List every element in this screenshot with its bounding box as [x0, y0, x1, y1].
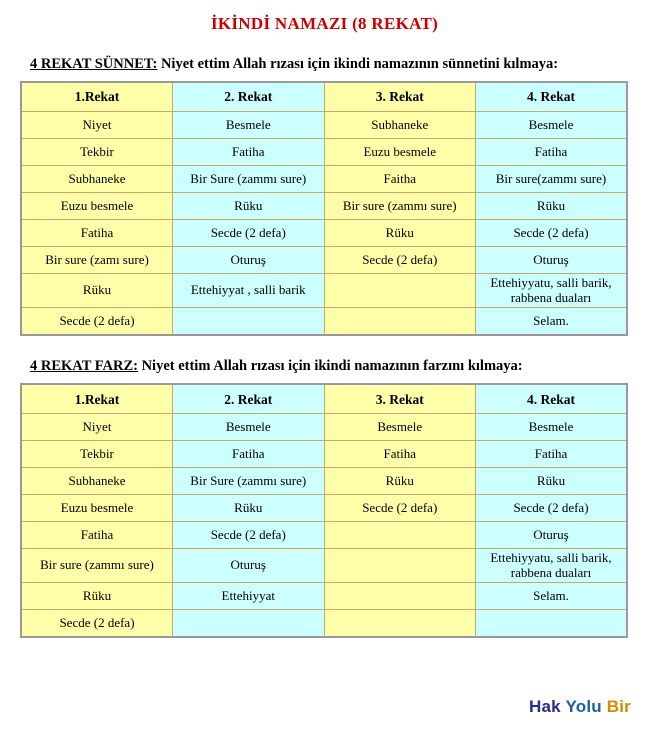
cell: Faitha: [324, 166, 476, 193]
section-heading-sunnet-rest: Niyet ettim Allah rızası için ikindi namazının sünnetini kılmaya:: [157, 56, 559, 72]
cell: Besmele: [173, 414, 325, 441]
cell: Secde (2 defa): [21, 610, 173, 638]
cell: Subhaneke: [21, 468, 173, 495]
cell: Subhaneke: [324, 112, 476, 139]
cell: Euzu besmele: [21, 193, 173, 220]
cell: Bir Sure (zammı sure): [173, 468, 325, 495]
table-header-row: [21, 384, 627, 414]
cell: Selam.: [476, 308, 628, 336]
column-header-1: 1.Rekat: [21, 82, 173, 112]
table-sunnet: [20, 81, 628, 336]
cell: [324, 308, 476, 336]
watermark-part-1: Hak: [529, 697, 561, 716]
table-row: [21, 583, 627, 610]
table-farz: [20, 383, 628, 638]
cell: Oturuş: [173, 247, 325, 274]
cell: Secde (2 defa): [324, 495, 476, 522]
cell: Niyet: [21, 414, 173, 441]
cell: Bir sure (zamı sure): [21, 247, 173, 274]
cell: Besmele: [173, 112, 325, 139]
section-heading-farz-lead: 4 REKAT FARZ:: [30, 358, 138, 375]
cell: Secde (2 defa): [324, 247, 476, 274]
watermark-part-3: Bir: [606, 697, 631, 716]
cell: Secde (2 defa): [173, 522, 325, 549]
table-row: [21, 522, 627, 549]
section-heading-sunnet: [30, 56, 649, 73]
cell: Fatiha: [476, 139, 628, 166]
column-header-4: 4. Rekat: [476, 384, 628, 414]
cell: [324, 583, 476, 610]
cell: [324, 549, 476, 583]
cell: Selam.: [476, 583, 628, 610]
table-row: [21, 468, 627, 495]
cell: [324, 610, 476, 638]
table-row: [21, 414, 627, 441]
cell: Bir sure (zammı sure): [21, 549, 173, 583]
cell: Oturuş: [476, 247, 628, 274]
cell: Besmele: [324, 414, 476, 441]
table-row: [21, 112, 627, 139]
cell: Niyet: [21, 112, 173, 139]
table-row: [21, 220, 627, 247]
cell: Rüku: [173, 193, 325, 220]
cell: Tekbir: [21, 441, 173, 468]
table-row: [21, 441, 627, 468]
cell: Fatiha: [21, 220, 173, 247]
table-row: [21, 610, 627, 638]
cell: Secde (2 defa): [476, 495, 628, 522]
cell: Tekbir: [21, 139, 173, 166]
cell: Euzu besmele: [21, 495, 173, 522]
cell: Oturuş: [476, 522, 628, 549]
column-header-1: 1.Rekat: [21, 384, 173, 414]
cell: Bir Sure (zammı sure): [173, 166, 325, 193]
cell: Rüku: [324, 220, 476, 247]
cell: Ettehiyyatu, salli barik, rabbena duaları: [476, 549, 628, 583]
cell: [173, 610, 325, 638]
cell: Bir sure(zammı sure): [476, 166, 628, 193]
cell: Ettehiyyat , salli barik: [173, 274, 325, 308]
cell: Oturuş: [173, 549, 325, 583]
cell: Fatiha: [173, 139, 325, 166]
section-heading-sunnet-lead: 4 REKAT SÜNNET:: [30, 56, 158, 72]
cell: [324, 274, 476, 308]
column-header-3: 3. Rekat: [324, 82, 476, 112]
cell: Rüku: [324, 468, 476, 495]
cell: [324, 522, 476, 549]
column-header-3: 3. Rekat: [324, 384, 476, 414]
table-row: [21, 549, 627, 583]
watermark-part-2: Yolu: [565, 697, 602, 716]
table-row: [21, 193, 627, 220]
cell: Ettehiyyatu, salli barik, rabbena duaları: [476, 274, 628, 308]
cell: Secde (2 defa): [476, 220, 628, 247]
cell: Subhaneke: [21, 166, 173, 193]
cell: Besmele: [476, 414, 628, 441]
cell: Rüku: [21, 583, 173, 610]
column-header-2: 2. Rekat: [173, 82, 325, 112]
cell: Fatiha: [476, 441, 628, 468]
table-row: [21, 139, 627, 166]
table-row: [21, 274, 627, 308]
cell: Rüku: [476, 468, 628, 495]
cell: Rüku: [21, 274, 173, 308]
cell: Fatiha: [173, 441, 325, 468]
cell: Fatiha: [324, 441, 476, 468]
cell: Secde (2 defa): [21, 308, 173, 336]
cell: [476, 610, 628, 638]
cell: Euzu besmele: [324, 139, 476, 166]
column-header-2: 2. Rekat: [173, 384, 325, 414]
cell: [173, 308, 325, 336]
cell: Ettehiyyat: [173, 583, 325, 610]
cell: Besmele: [476, 112, 628, 139]
table-row: [21, 247, 627, 274]
cell: Bir sure (zammı sure): [324, 193, 476, 220]
table-row: [21, 166, 627, 193]
document-page: [0, 14, 649, 729]
section-heading-farz: [30, 358, 649, 375]
section-heading-farz-rest: Niyet ettim Allah rızası için ikindi namazının farzını kılmaya:: [137, 358, 523, 375]
page-title: İKİNDİ NAMAZI (8 REKAT): [210, 14, 439, 33]
cell: Rüku: [173, 495, 325, 522]
cell: Fatiha: [21, 522, 173, 549]
watermark: [529, 697, 631, 717]
table-row: [21, 308, 627, 336]
table-header-row: [21, 82, 627, 112]
cell: Secde (2 defa): [173, 220, 325, 247]
table-row: [21, 495, 627, 522]
column-header-4: 4. Rekat: [476, 82, 628, 112]
cell: Rüku: [476, 193, 628, 220]
